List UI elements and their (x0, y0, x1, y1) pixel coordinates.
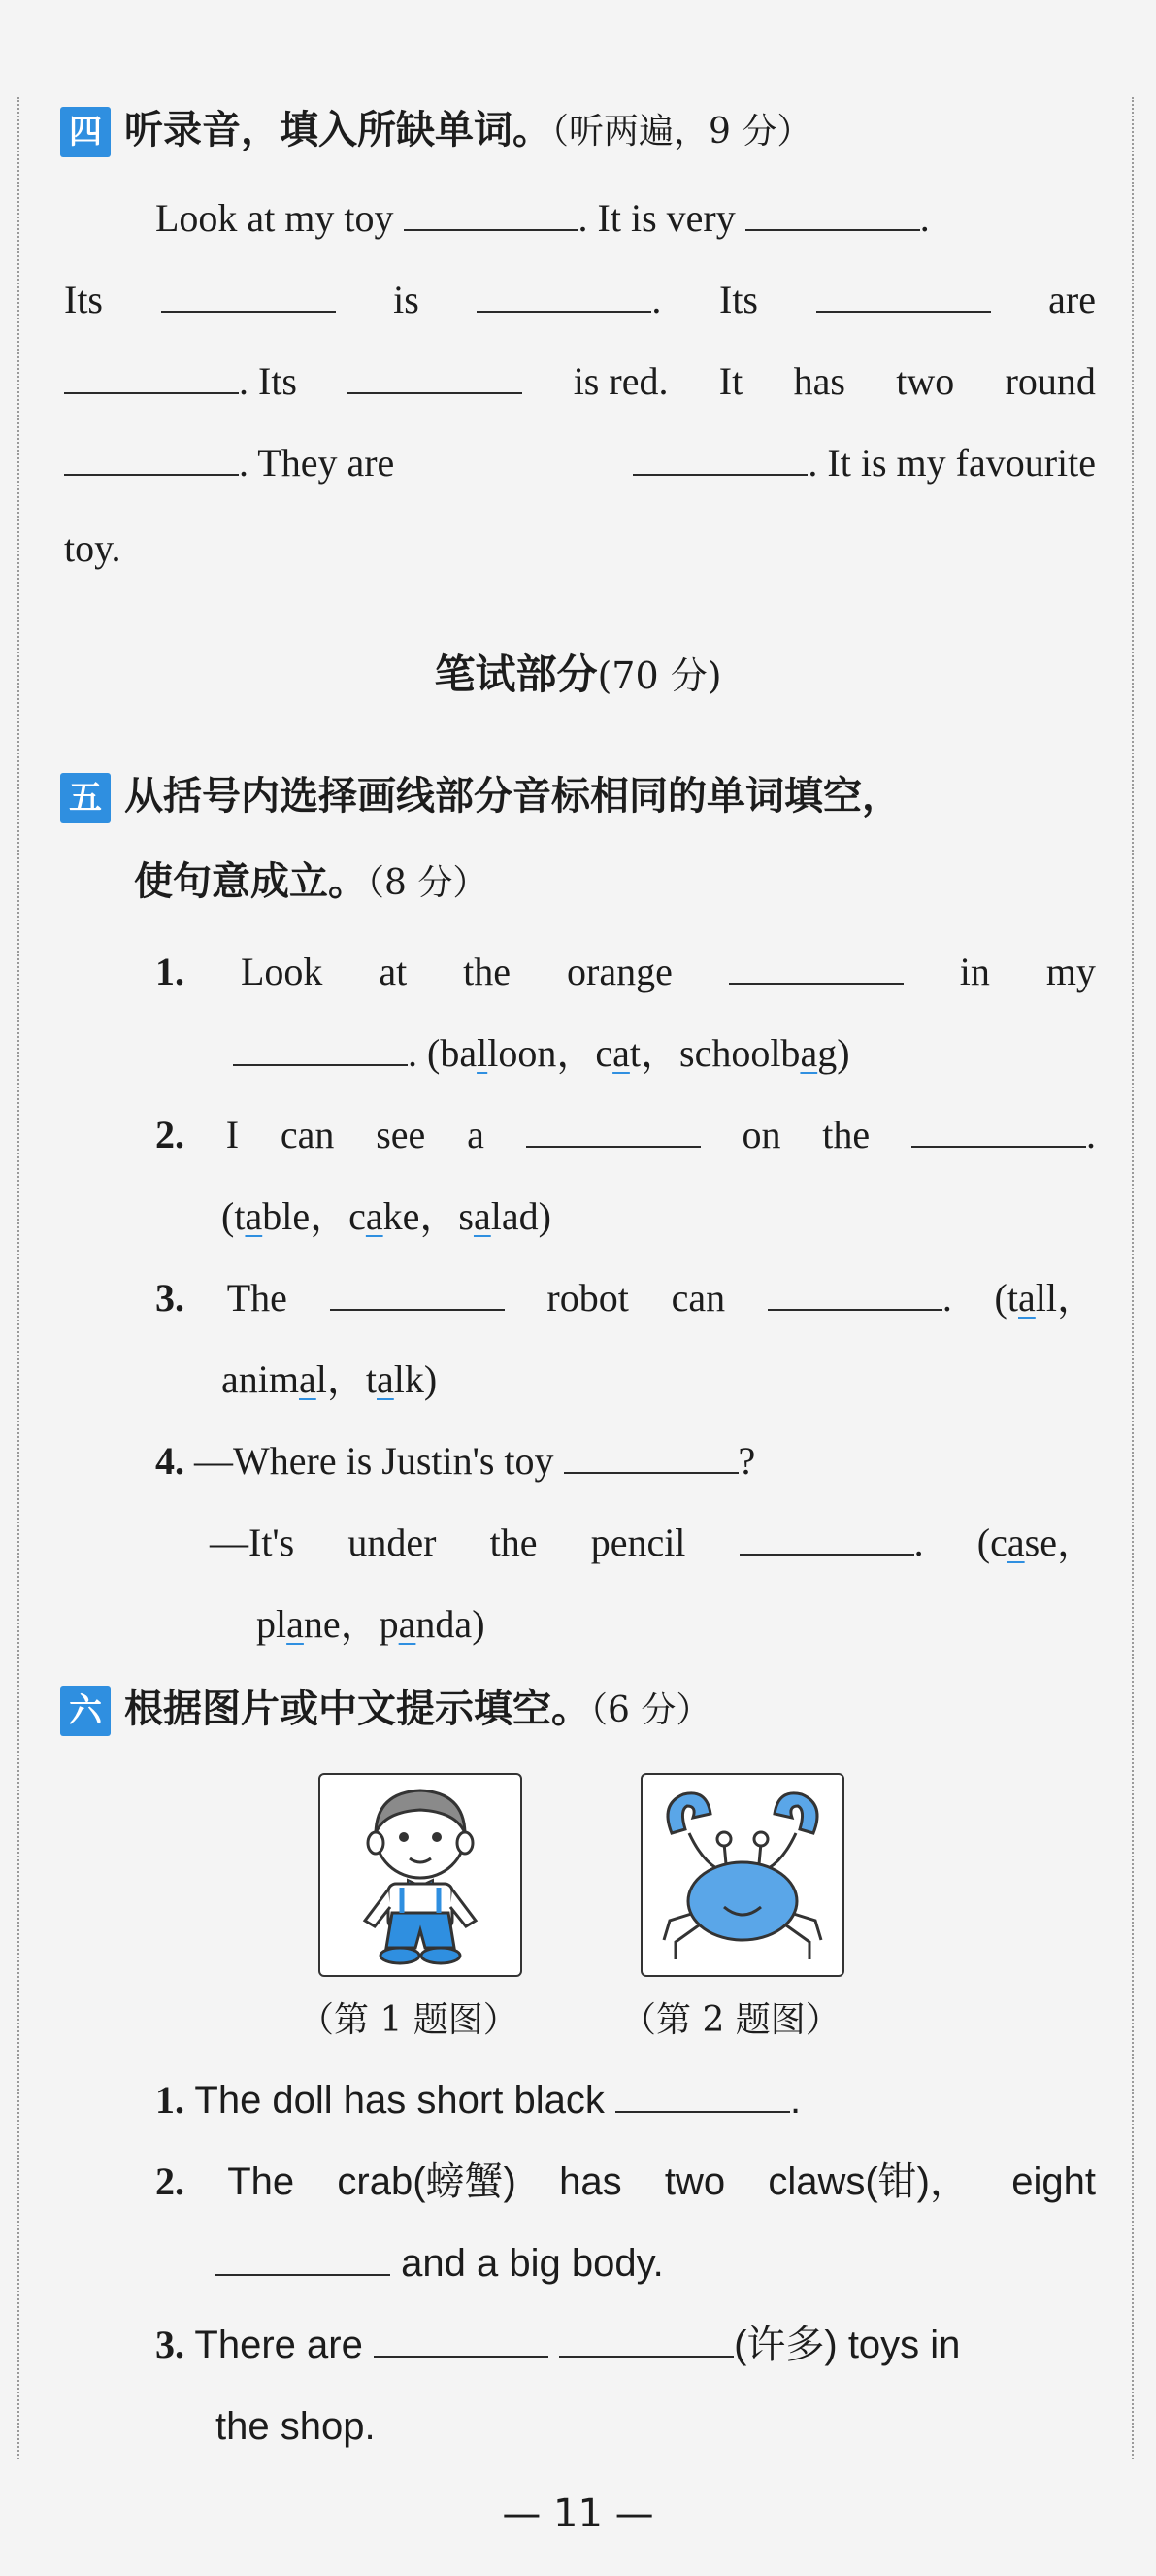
q-text: can (280, 1113, 335, 1156)
answer-blank[interactable] (768, 1280, 942, 1311)
s4-text: . It is my favourite (808, 441, 1096, 485)
option-text: lk (393, 1357, 424, 1401)
q-text: and a big body. (401, 2242, 664, 2285)
underlined-letter: a (377, 1357, 394, 1401)
answer-blank[interactable] (816, 282, 991, 313)
s4-text: Look at my toy (155, 196, 394, 240)
s5-question-4 (155, 1437, 755, 1486)
option-text: anim (221, 1357, 299, 1401)
option-text: ) (837, 1031, 850, 1075)
q-text: two (664, 2160, 726, 2203)
q-text: There are (194, 2324, 363, 2366)
q-text: . (1085, 1113, 1096, 1156)
section-5-note: （8 分） (367, 863, 488, 903)
q-text: under (347, 1521, 437, 1564)
separator: ， (310, 1194, 349, 1238)
section-5-title: 从括号内选择画线部分音标相同的单词填空， (124, 774, 901, 819)
q-text: claws(钳)， (768, 2160, 969, 2203)
s4-text: are (1048, 278, 1096, 321)
left-dotted-margin (17, 97, 19, 2459)
q-text: The (226, 1276, 287, 1320)
option-text: ll (1035, 1276, 1057, 1320)
q-text: —It's (210, 1521, 295, 1564)
q-text: . (941, 1276, 952, 1320)
option-text: p (379, 1602, 399, 1646)
answer-blank[interactable] (911, 1117, 1086, 1148)
separator: ， (419, 1194, 459, 1238)
option-text: s (458, 1194, 474, 1238)
written-title-text: 笔试部分 (434, 651, 598, 698)
q-text: . (913, 1521, 924, 1564)
s4-line-5: toy. (64, 526, 121, 570)
picture-2-caption: （第 2 题图） (621, 2000, 841, 2040)
answer-blank[interactable] (404, 200, 578, 231)
section-6-badge: 六 (60, 1686, 111, 1736)
section-4-note: （听两遍，9 分） (551, 112, 812, 151)
question-number: 4. (155, 1439, 184, 1483)
s5-question-2-options (221, 1192, 551, 1241)
q-text: . (789, 2079, 802, 2122)
answer-blank[interactable] (64, 363, 239, 394)
option-text: ) (472, 1602, 485, 1646)
option-text: ( (221, 1194, 235, 1238)
section-6-title: 根据图片或中文提示填空。 (124, 1687, 590, 1731)
option-text: ) (538, 1194, 551, 1238)
picture-1-caption: （第 1 题图） (299, 2000, 518, 2040)
section-6-note: （6 分） (590, 1690, 711, 1730)
s4-text: . (651, 278, 662, 321)
underlined-letter: a (1018, 1276, 1036, 1320)
q-text: at (379, 950, 408, 993)
s4-text: It (718, 359, 743, 403)
option-text: t (1007, 1276, 1018, 1320)
option-text: t (234, 1194, 246, 1238)
s6-question-3 (155, 2321, 960, 2369)
question-number: 3. (155, 1276, 184, 1320)
q-text: . ( (408, 1031, 441, 1075)
s4-text: . It is very (578, 196, 736, 240)
answer-blank[interactable] (330, 1280, 505, 1311)
separator: ， (641, 1031, 679, 1075)
answer-blank[interactable] (233, 1035, 408, 1066)
q-text: I (225, 1113, 240, 1156)
option-text: t (629, 1031, 641, 1075)
question-number: 1. (155, 2078, 184, 2122)
crab-icon (643, 1775, 842, 1975)
separator: ， (556, 1031, 596, 1075)
underlined-letter: l (477, 1031, 488, 1075)
q-text: the (822, 1113, 871, 1156)
underlined-letter: a (245, 1194, 263, 1238)
option-text: ne (303, 1602, 341, 1646)
separator: ， (326, 1357, 366, 1401)
underlined-letter: a (286, 1602, 304, 1646)
answer-blank[interactable] (526, 1117, 701, 1148)
doll-icon (320, 1775, 520, 1975)
answer-blank[interactable] (161, 282, 336, 313)
s6-question-3-cont: the shop. (215, 2405, 376, 2448)
answer-blank[interactable] (477, 282, 651, 313)
s4-text: round (1005, 359, 1096, 403)
section-5-heading (60, 771, 1098, 909)
s4-line-2 (64, 276, 1096, 324)
answer-blank[interactable] (745, 200, 920, 231)
option-text: ble (262, 1194, 311, 1238)
doll-picture (318, 1773, 522, 1977)
crab-picture (641, 1773, 844, 1977)
option-text: lad (490, 1194, 539, 1238)
option-text: ke (382, 1194, 420, 1238)
q-text: a (467, 1113, 484, 1156)
s5-question-4-reply (210, 1519, 1096, 1567)
q-text: —Where is Justin's toy (194, 1439, 554, 1483)
q-text: (许多) toys in (734, 2324, 961, 2366)
option-text: g (817, 1031, 838, 1075)
answer-blank[interactable] (347, 363, 522, 394)
s4-text: Its (64, 278, 103, 321)
question-number: 2. (155, 1113, 184, 1156)
s4-line-1 (155, 194, 930, 243)
underlined-letter: a (473, 1194, 491, 1238)
s4-text: is (393, 278, 419, 321)
s5-question-1 (155, 948, 1096, 996)
answer-blank[interactable] (374, 2326, 548, 2358)
q-text: the (463, 950, 512, 993)
q-text: the (489, 1521, 538, 1564)
answer-blank[interactable] (729, 953, 904, 985)
q-text: has (559, 2160, 622, 2203)
s6-question-2-cont (215, 2239, 664, 2288)
underlined-letter: a (365, 1194, 383, 1238)
option-text: ( (976, 1521, 991, 1564)
page-number: — 11 — (502, 2492, 654, 2536)
q-text: The (227, 2160, 295, 2203)
option-text: c (990, 1521, 1007, 1564)
section-4-heading (60, 105, 1098, 157)
option-text: ( (994, 1276, 1007, 1320)
s5-question-3 (155, 1274, 1096, 1322)
s4-line-4 (64, 439, 1096, 487)
section-5-badge: 五 (60, 773, 111, 823)
q-text: eight (1011, 2160, 1096, 2203)
written-part-title (0, 643, 1156, 701)
option-text: loon (487, 1031, 557, 1075)
s4-text: . Its (239, 359, 297, 403)
q-text: The doll has short black (194, 2079, 605, 2122)
q-text: pencil (590, 1521, 686, 1564)
answer-blank[interactable] (633, 445, 808, 476)
answer-blank[interactable] (215, 2245, 390, 2276)
question-number: 1. (155, 950, 184, 993)
q-text: on (742, 1113, 781, 1156)
question-number: 3. (155, 2323, 184, 2366)
right-dotted-margin (1132, 97, 1134, 2459)
question-number: 2. (155, 2159, 184, 2203)
s4-text: . (919, 196, 930, 240)
s6-question-1 (155, 2076, 801, 2124)
option-text: nda (415, 1602, 473, 1646)
option-text: pl (256, 1602, 287, 1646)
s4-text: Its (719, 278, 758, 321)
written-score: (70 分) (597, 654, 722, 697)
q-text: in (959, 950, 990, 993)
s4-text: two (896, 359, 955, 403)
s5-question-4-options (256, 1600, 485, 1649)
option-text: l (315, 1357, 327, 1401)
underlined-letter: a (800, 1031, 818, 1075)
separator: ， (1056, 1521, 1096, 1564)
option-text: schoolb (679, 1031, 801, 1075)
underlined-letter: a (398, 1602, 416, 1646)
q-text: see (376, 1113, 426, 1156)
s5-question-3-options (221, 1355, 437, 1404)
s4-text: . They are (239, 441, 395, 485)
s4-text: has (793, 359, 845, 403)
option-text: c (348, 1194, 366, 1238)
q-text: robot (546, 1276, 629, 1320)
section-6-heading (60, 1684, 1098, 1736)
section-5-title-2: 使句意成立。 (134, 859, 367, 904)
answer-blank[interactable] (64, 445, 239, 476)
answer-blank[interactable] (740, 1524, 914, 1556)
q-text: can (671, 1276, 726, 1320)
q-text: ? (738, 1439, 756, 1483)
s5-question-1-options (233, 1029, 850, 1078)
underlined-letter: a (612, 1031, 630, 1075)
option-text: ba (440, 1031, 478, 1075)
s4-line-3 (64, 357, 1096, 406)
option-text: c (595, 1031, 613, 1075)
separator: ， (1057, 1276, 1096, 1320)
s4-text: is red. (573, 359, 669, 403)
q-text: crab(螃蟹) (337, 2160, 516, 2203)
underlined-letter: a (298, 1357, 316, 1401)
option-text: t (365, 1357, 377, 1401)
section-4-badge: 四 (60, 107, 111, 157)
option-text: se (1024, 1521, 1057, 1564)
section-4-title: 听录音，填入所缺单词。 (124, 108, 551, 152)
s6-question-2 (155, 2158, 1096, 2206)
q-text: Look (240, 950, 323, 993)
underlined-letter: a (1007, 1521, 1025, 1564)
answer-blank[interactable] (564, 1443, 739, 1474)
s5-question-2 (155, 1111, 1096, 1159)
answer-blank[interactable] (615, 2082, 790, 2113)
option-text: ) (423, 1357, 438, 1401)
q-text: my (1045, 950, 1096, 993)
answer-blank[interactable] (559, 2326, 734, 2358)
separator: ， (340, 1602, 380, 1646)
q-text: orange (567, 950, 673, 993)
